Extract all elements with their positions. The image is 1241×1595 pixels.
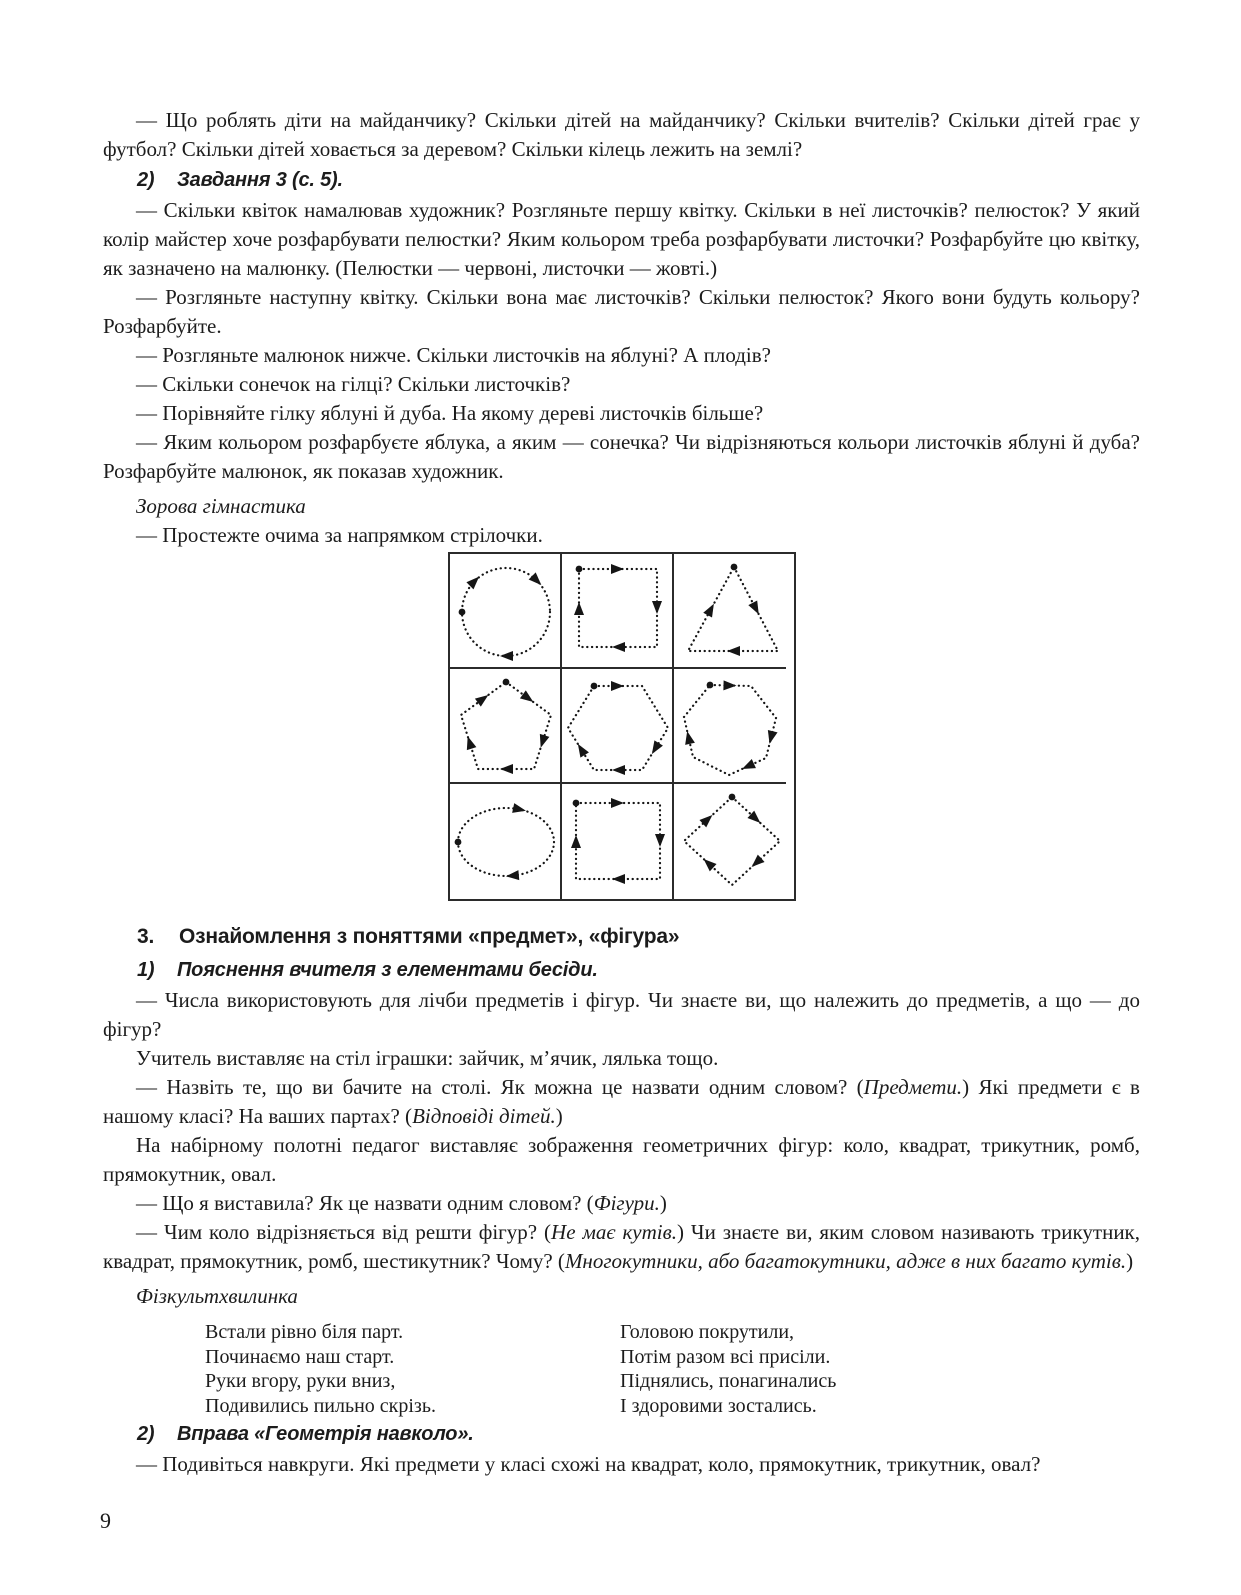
heading-eye-gymnastics: Зорова гімнастика [136, 494, 306, 518]
poem-line: Піднялись, понагинались [620, 1370, 837, 1392]
pentagon-icon [450, 669, 562, 784]
paragraph-ladybugs: — Скільки сонечок на гілці? Скільки листочків? [136, 372, 571, 396]
poem-right-column [620, 1320, 836, 1418]
text-run: — Назвіть те, що ви бачите на столі. Як можна це назвати одним словом? ( [136, 1075, 864, 1099]
paragraph-playground-questions: — Що роблять діти на майданчику? Скільки дітей на майданчику? Скільки вчителів? Скільки дітей грає у футбол? Скільки дітей ховається за деревом? Скільки кілець лежить на землі? [103, 108, 1140, 161]
paragraph-flowers-2: — Розгляньте наступну квітку. Скільки вона має листочків? Скільки пелюсток? Якого вони будуть кольору? Розфарбуйте. [103, 285, 1140, 338]
poem-left-column [103, 1320, 620, 1418]
poem-line: Починаємо наш старт. [205, 1345, 395, 1368]
heading-teacher-explanation-title: Пояснення вчителя з елементами бесіди. [177, 959, 598, 981]
rhombus-icon [674, 784, 786, 899]
shape-cell-pentagon [450, 669, 562, 784]
text-run: — Що я виставила? Як це назвати одним словом? ( [136, 1191, 594, 1215]
heading-section-3-title: Ознайомлення з поняттями «предмет», «фігура» [179, 925, 680, 948]
shape-cell-heptagon [674, 669, 786, 784]
text-run: ) [555, 1104, 563, 1128]
heading-task3 [103, 168, 1140, 193]
paragraph-geometric-figures: На набірному полотні педагог виставляє зображення геометричних фігур: коло, квадрат, трикутник, ромб, прямокутник, овал. [103, 1133, 1140, 1186]
paragraph-flowers-1: — Скільки квіток намалював художник? Розгляньте першу квітку. Скільки в неї листочків? пелюсток? У який колір майстер хоче розфарбувати пелюстки? Яким кольором треба розфарбувати листочки? Розфарбуйте цю квітку, як зазначено на малюнку. (Пелюстки — червоні, листочки — жовті.) [103, 198, 1140, 280]
text-run: ) Які предмети є в нашому класі? На ваших партах? ( [103, 1075, 1140, 1128]
paragraph-circle-difference [103, 1218, 1140, 1276]
shape-cell-rhombus [674, 784, 786, 899]
paragraph-look-around: — Подивіться навкруги. Які предмети у класі схожі на квадрат, коло, прямокутник, трикутник, овал? [136, 1452, 1041, 1476]
text-run-italic: Відповіді дітей. [412, 1104, 556, 1128]
shapes-grid [448, 552, 796, 901]
page-number: 9 [100, 1508, 111, 1533]
poem-line: Встали рівно біля парт. [205, 1321, 404, 1343]
paragraph-compare-branches: — Порівняйте гілку яблуні й дуба. На якому дереві листочків більше? [136, 401, 764, 425]
poem-line: Руки вгору, руки вниз, [205, 1370, 396, 1392]
poem-fizkultkhvylynka [103, 1320, 1140, 1418]
poem-line: Потім разом всі присіли. [620, 1345, 831, 1368]
circle-icon [450, 554, 562, 669]
triangle-icon [674, 554, 786, 669]
heptagon-icon [674, 669, 786, 784]
paragraph-apple-tree: — Розгляньте малюнок нижче. Скільки листочків на яблуні? А плодів? [136, 343, 771, 367]
poem-line: І здоровими зостались. [620, 1394, 817, 1417]
text-run-italic: Не має кутів. [551, 1220, 677, 1244]
heading-geometry-around [103, 1422, 1140, 1447]
heading-task3-title: Завдання 3 (с. 5). [177, 169, 343, 191]
shape-cell-hexagon [562, 669, 674, 784]
square-icon [562, 554, 674, 669]
text-run-italic: Фігури. [593, 1191, 660, 1215]
paragraph-follow-arrow: — Простежте очима за напрямком стрілочки. [136, 523, 543, 547]
text-run: ) Чи знаєте ви, яким словом називають трикутник, квадрат, прямокутник, ромб, шестикутник? Чому? ( [103, 1220, 1141, 1273]
poem-line: Головою покрутили, [620, 1321, 795, 1343]
heading-task3-number: 2) [137, 169, 155, 191]
heading-geometry-around-number: 2) [137, 1423, 155, 1445]
text-run: ) [1126, 1249, 1134, 1273]
paragraph-coloring: — Яким кольором розфарбуєте яблука, а яким — сонечка? Чи відрізняються кольори листочків яблуні й дуба? Розфарбуйте малюнок, як показав художник. [103, 430, 1140, 483]
shape-cell-triangle [674, 554, 786, 669]
paragraph-name-figures [103, 1189, 1140, 1218]
heading-section-3-number: 3. [137, 925, 155, 948]
paragraph-numbers-usage: — Числа використовують для лічби предметів і фігур. Чи знаєте ви, що належить до предметів, а що — до фігур? [103, 988, 1140, 1041]
shape-cell-circle [450, 554, 562, 669]
shape-cell-ellipse [450, 784, 562, 899]
ellipse-icon [450, 784, 562, 899]
text-run: ) [659, 1191, 667, 1215]
heading-section-3 [103, 923, 1140, 950]
shape-cell-rectangle [562, 784, 674, 899]
heading-fizkultkhvylynka: Фізкультхвилинка [136, 1284, 298, 1308]
heading-geometry-around-title: Вправа «Геометрія навколо». [177, 1423, 474, 1445]
shape-cell-square [562, 554, 674, 669]
heading-teacher-explanation [103, 958, 1140, 983]
text-run-italic: Предмети. [863, 1075, 963, 1099]
heading-teacher-explanation-number: 1) [137, 959, 155, 981]
hexagon-icon [562, 669, 674, 784]
text-run: — Чим коло відрізняється від решти фігур? ( [136, 1220, 552, 1244]
paragraph-name-objects [103, 1073, 1140, 1131]
poem-line: Подивились пильно скрізь. [205, 1394, 436, 1417]
paragraph-teacher-toys: Учитель виставляє на стіл іграшки: зайчик, м’ячик, лялька тощо. [136, 1046, 719, 1070]
rectangle-icon [562, 784, 674, 899]
text-run-italic: Многокутники, або багатокутники, адже в них багато кутів. [564, 1249, 1127, 1273]
